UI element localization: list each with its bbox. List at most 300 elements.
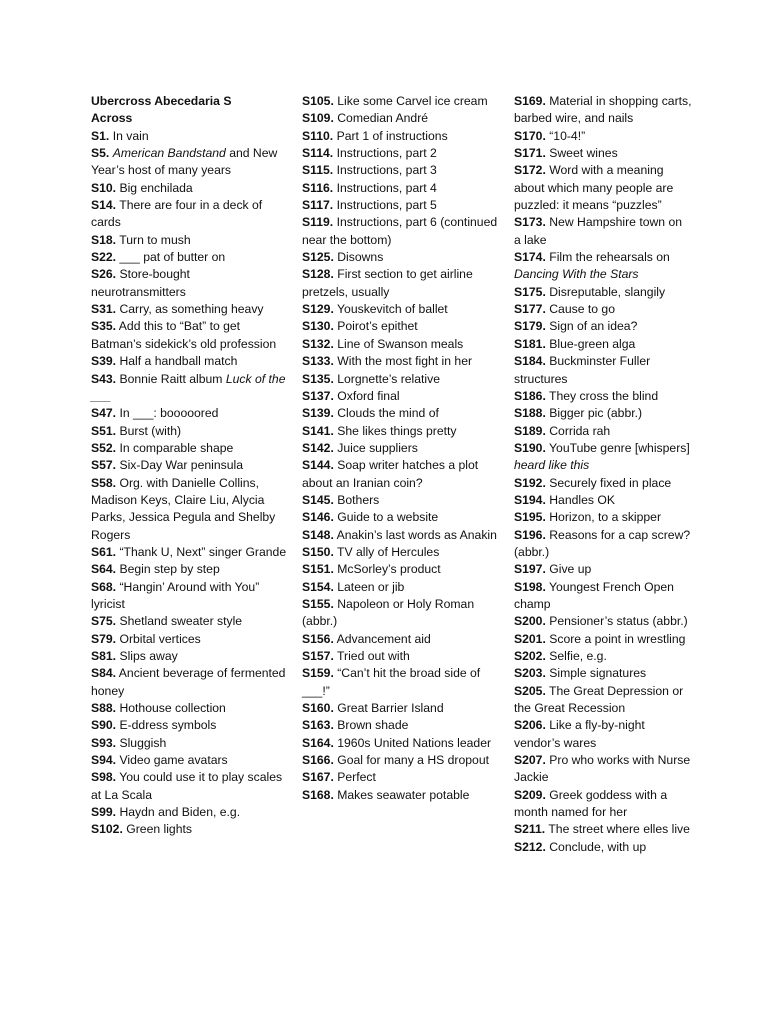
clue-number: S117. (302, 198, 334, 213)
clue-s145 (302, 492, 498, 509)
clue-number: S22. (91, 250, 117, 265)
clue-s171 (514, 145, 692, 162)
clue-s47 (91, 405, 287, 422)
clue-number: S81. (91, 649, 117, 663)
clue-number: S167. (302, 770, 334, 785)
clue-s125 (302, 249, 498, 266)
clue-number: S212. (514, 839, 546, 854)
clue-number: S211. (514, 822, 546, 837)
clue-text: Horizon, to a skipper (549, 510, 662, 525)
clue-text: The street where elles live (548, 822, 690, 837)
clue-s173 (514, 214, 692, 249)
clue-number: S157. (302, 649, 334, 663)
clue-s142 (302, 440, 498, 457)
clue-number: S133. (302, 354, 334, 369)
clue-s188 (514, 405, 692, 422)
clue-text: Advancement aid (336, 631, 431, 646)
clue-number: S188. (514, 406, 546, 421)
clue-number: S203. (514, 666, 546, 681)
clue-number: S164. (302, 735, 334, 750)
clue-number: S51. (91, 423, 117, 438)
clue-s68 (91, 579, 287, 614)
clue-text: McSorley’s product (337, 562, 441, 577)
clue-text: Pensioner’s status (abbr.) (549, 614, 688, 629)
clue-text: Securely fixed in place (549, 475, 672, 490)
clue-number: S64. (91, 562, 117, 577)
clue-s205 (514, 683, 692, 718)
clue-number: S174. (514, 250, 546, 265)
clue-number: S175. (514, 284, 546, 299)
clue-text: Reasons for a cap screw? (abbr.) (514, 527, 691, 559)
clue-s57 (91, 457, 287, 474)
clue-text: Burst (with) (119, 423, 182, 438)
clue-text: Instructions, part 5 (336, 198, 437, 213)
clue-number: S132. (302, 336, 334, 351)
clue-text: Anakin’s last words as Anakin (336, 527, 497, 542)
clue-number: S179. (514, 319, 546, 334)
clue-s10 (91, 180, 287, 197)
clue-number: S145. (302, 492, 334, 507)
clue-text: Cause to go (549, 302, 615, 317)
clue-s93 (91, 735, 287, 752)
clue-s212 (514, 839, 692, 856)
clue-number: S171. (514, 146, 546, 161)
clue-s128 (302, 266, 498, 301)
clue-s52 (91, 440, 287, 457)
clue-number: S177. (514, 302, 546, 317)
clue-s132 (302, 336, 498, 353)
clue-text: You could use it to play scales at La Scala (91, 770, 283, 802)
clue-number: S61. (91, 544, 117, 559)
clue-number: S1. (91, 128, 110, 143)
clue-s1 (91, 128, 287, 145)
clue-s79 (91, 631, 287, 648)
clue-number: S209. (514, 787, 546, 802)
clue-s168 (302, 787, 498, 804)
clue-number: S207. (514, 753, 546, 768)
clue-text: Makes seawater potable (337, 787, 470, 802)
clue-s181 (514, 336, 692, 353)
clue-s116 (302, 180, 498, 197)
clue-number: S148. (302, 527, 334, 542)
clue-s197 (514, 561, 692, 578)
clue-number: S196. (514, 527, 546, 542)
clue-text: Film the rehearsals on (549, 250, 670, 265)
clue-number: S163. (302, 718, 334, 733)
clue-number: S14. (91, 198, 117, 213)
clue-text: Bothers (337, 492, 380, 507)
clue-s22 (91, 249, 287, 266)
clue-text: Goal for many a HS dropout (337, 753, 489, 768)
clue-text: Green lights (126, 822, 192, 837)
clue-s209 (514, 787, 692, 822)
puzzle-title: Ubercross Abecedaria S (91, 94, 232, 108)
clue-s150 (302, 544, 498, 561)
clue-text: Begin step by step (119, 562, 220, 577)
clue-s189 (514, 423, 692, 440)
clue-number: S144. (302, 458, 334, 473)
clue-number: S168. (302, 787, 334, 802)
clue-s186 (514, 388, 692, 405)
clue-text: Big enchilada (119, 180, 193, 195)
clue-s194 (514, 492, 692, 509)
clue-number: S201. (514, 631, 546, 646)
clue-text: She likes things pretty (337, 423, 457, 438)
clue-text: Blue-green alga (549, 336, 636, 351)
clue-number: S110. (302, 128, 334, 143)
clue-s43 (91, 371, 287, 406)
clue-text: Sluggish (119, 735, 167, 750)
clue-s151 (302, 561, 498, 578)
clue-number: S135. (302, 371, 334, 386)
clue-s88 (91, 700, 287, 717)
clue-number: S146. (302, 510, 334, 525)
clue-text: Instructions, part 2 (336, 146, 437, 161)
clue-text: In comparable shape (119, 440, 234, 455)
clue-number: S137. (302, 388, 334, 403)
clue-text: Conclude, with up (549, 839, 647, 854)
clue-s84 (91, 665, 287, 700)
clue-number: S200. (514, 614, 546, 629)
clue-text: Like some Carvel ice cream (337, 94, 488, 108)
clue-s207 (514, 752, 692, 787)
clue-number: S172. (514, 163, 546, 178)
clue-text: Guide to a website (337, 510, 439, 525)
clue-number: S39. (91, 354, 117, 369)
clue-number: S119. (302, 215, 334, 230)
clue-s51 (91, 423, 287, 440)
clue-s117 (302, 197, 498, 214)
clue-text: Tried out with (337, 649, 410, 663)
clue-s64 (91, 561, 287, 578)
clue-text: Half a handball match (119, 354, 238, 369)
clue-text: ___ pat of butter on (119, 250, 226, 265)
clue-text: The Great Depression or the Great Recession (514, 683, 684, 716)
clue-s164 (302, 735, 498, 752)
clue-s179 (514, 318, 692, 335)
clue-number: S184. (514, 354, 546, 369)
clue-text: Video game avatars (119, 753, 228, 768)
clue-italic-text: Dancing With the Stars (514, 267, 639, 282)
clue-text: Orbital vertices (119, 631, 201, 646)
clue-number: S166. (302, 753, 334, 768)
clue-text: Oxford final (337, 388, 400, 403)
clue-text: Great Barrier Island (337, 701, 444, 716)
clue-s99 (91, 804, 287, 821)
clue-number: S160. (302, 701, 334, 716)
clue-s133 (302, 353, 498, 370)
clue-number: S98. (91, 770, 117, 785)
clue-s184 (514, 353, 692, 388)
clue-text: Comedian André (337, 111, 429, 126)
clue-s14 (91, 197, 287, 232)
clue-text: Hothouse collection (119, 701, 226, 716)
clue-text: Lorgnette’s relative (337, 371, 441, 386)
clue-number: S57. (91, 458, 117, 473)
clue-number: S115. (302, 163, 334, 178)
clue-number: S192. (514, 475, 546, 490)
clue-number: S125. (302, 250, 334, 265)
clue-number: S90. (91, 718, 117, 733)
clue-number: S130. (302, 319, 334, 334)
clue-text: Haydn and Biden, e.g. (119, 805, 241, 820)
clue-text: Soap writer hatches a plot about an Iranian coin? (302, 458, 479, 490)
clue-number: S189. (514, 423, 546, 438)
clue-column-2 (302, 93, 498, 804)
clue-number: S26. (91, 267, 117, 282)
clue-s202 (514, 648, 692, 665)
clue-s102 (91, 821, 287, 838)
clue-s190 (514, 440, 692, 475)
clue-text: TV ally of Hercules (337, 544, 440, 559)
clue-number: S52. (91, 440, 117, 455)
clue-number: S128. (302, 267, 334, 282)
clue-s130 (302, 318, 498, 335)
clue-text: Corrida rah (549, 423, 611, 438)
clue-text: First section to get airline pretzels, usually (302, 267, 473, 299)
clue-number: S102. (91, 822, 123, 837)
clue-text: E-ddress symbols (119, 718, 217, 733)
clue-s159 (302, 665, 498, 700)
clue-s155 (302, 596, 498, 631)
clue-number: S139. (302, 406, 334, 421)
clue-s174 (514, 249, 692, 284)
clue-column-1 (91, 93, 287, 839)
clue-s170 (514, 128, 692, 145)
clue-number: S58. (91, 475, 117, 490)
clue-s139 (302, 405, 498, 422)
clue-text: Napoleon or Holy Roman (abbr.) (302, 596, 475, 629)
clue-text: Pro who works with Nurse Jackie (514, 753, 691, 785)
clue-text: “10-4!” (549, 128, 586, 143)
clue-text: There are four in a deck of cards (91, 198, 263, 230)
clue-number: S114. (302, 146, 334, 161)
clue-text: Bonnie Raitt album (119, 371, 226, 386)
clue-s163 (302, 717, 498, 734)
clue-text: Greek goddess with a month named for her (514, 787, 668, 820)
clue-number: S154. (302, 579, 334, 594)
clue-text: Bigger pic (abbr.) (549, 406, 643, 421)
clue-s98 (91, 769, 287, 804)
clue-number: S68. (91, 579, 117, 594)
clue-text: Word with a meaning about which many people are puzzled: it means “puzzles” (514, 163, 674, 213)
clue-number: S170. (514, 128, 546, 143)
clue-italic-text: heard like this (514, 458, 590, 473)
clue-s169 (514, 93, 692, 128)
clue-text: and New Year’s host of many years (91, 146, 278, 178)
clue-number: S202. (514, 649, 546, 663)
clue-text: Youngest French Open champ (514, 579, 674, 611)
clue-s5 (91, 145, 287, 180)
clue-text: Simple signatures (549, 666, 647, 681)
clue-number: S116. (302, 180, 334, 195)
clue-text: Ancient beverage of fermented honey (91, 666, 286, 698)
clue-number: S18. (91, 232, 117, 247)
clue-s198 (514, 579, 692, 614)
clue-s160 (302, 700, 498, 717)
clue-s157 (302, 648, 498, 665)
clue-number: S109. (302, 111, 334, 126)
clue-number: S94. (91, 753, 117, 768)
clue-number: S155. (302, 596, 334, 611)
clue-s156 (302, 631, 498, 648)
clue-text: Clouds the mind of (337, 406, 439, 421)
clue-number: S198. (514, 579, 546, 594)
clue-number: S151. (302, 562, 334, 577)
clue-s167 (302, 769, 498, 786)
clue-number: S141. (302, 423, 334, 438)
clue-text: Buckminster Fuller structures (514, 354, 651, 386)
clue-text: Youskevitch of ballet (337, 302, 448, 317)
clue-s18 (91, 232, 287, 249)
clue-number: S35. (91, 319, 117, 334)
clue-s141 (302, 423, 498, 440)
clue-s35 (91, 318, 287, 353)
clue-s200 (514, 613, 692, 630)
clue-number: S99. (91, 805, 117, 820)
clue-s31 (91, 301, 287, 318)
clue-italic-text: Luck of the ___ (91, 371, 286, 403)
clue-s58 (91, 475, 287, 544)
clue-text: Line of Swanson meals (337, 336, 464, 351)
clue-number: S43. (91, 371, 117, 386)
clue-s206 (514, 717, 692, 752)
clue-text: Org. with Danielle Collins, Madison Keys, Claire Liu, Alycia Parks, Jessica Pegula and Shelby Rogers (91, 475, 276, 542)
section-heading-across: Across (91, 111, 133, 126)
clue-s144 (302, 457, 498, 492)
clue-s177 (514, 301, 692, 318)
clue-text: New Hampshire town on a lake (514, 215, 683, 247)
clue-s201 (514, 631, 692, 648)
clue-s137 (302, 388, 498, 405)
clue-number: S79. (91, 631, 117, 646)
clue-s148 (302, 527, 498, 544)
clue-number: S195. (514, 510, 546, 525)
clue-text: Store-bought neurotransmitters (91, 267, 190, 299)
clue-number: S181. (514, 336, 546, 351)
clue-number: S205. (514, 683, 546, 698)
clue-s154 (302, 579, 498, 596)
clue-text: “Hangin’ Around with You” lyricist (91, 579, 260, 611)
clue-text: 1960s United Nations leader (337, 735, 492, 750)
clue-s114 (302, 145, 498, 162)
clue-s61 (91, 544, 287, 561)
clue-s195 (514, 509, 692, 526)
clue-s105 (302, 93, 498, 110)
clue-number: S169. (514, 94, 546, 108)
clue-s26 (91, 266, 287, 301)
clue-number: S156. (302, 631, 334, 646)
clue-text: Lateen or jib (337, 579, 405, 594)
clue-number: S10. (91, 180, 117, 195)
clue-text: Add this to “Bat” to get Batman’s sidekick’s old profession (91, 319, 277, 351)
clue-text: Score a point in wrestling (549, 631, 686, 646)
clue-number: S150. (302, 544, 334, 559)
clue-text: In ___: booooored (119, 406, 219, 421)
clue-s146 (302, 509, 498, 526)
clue-s196 (514, 527, 692, 562)
clue-text: Instructions, part 6 (continued near the bottom) (302, 215, 498, 247)
clue-text: Disowns (337, 250, 384, 265)
clue-number: S5. (91, 146, 110, 161)
clue-text: YouTube genre [whispers] (549, 440, 690, 455)
clue-text: Carry, as something heavy (119, 302, 264, 317)
clue-number: S173. (514, 215, 546, 230)
clue-text: Slips away (119, 649, 178, 663)
clue-number: S190. (514, 440, 546, 455)
clue-number: S159. (302, 666, 334, 681)
clue-text: “Thank U, Next” singer Grande (119, 544, 287, 559)
clue-text: Instructions, part 4 (336, 180, 437, 195)
clue-s166 (302, 752, 498, 769)
clue-text: Juice suppliers (337, 440, 418, 455)
clue-number: S206. (514, 718, 546, 733)
clue-text: Part 1 of instructions (336, 128, 448, 143)
clue-text: “Can’t hit the broad side of ___!” (302, 666, 481, 698)
clue-text: They cross the blind (549, 388, 659, 403)
clue-s129 (302, 301, 498, 318)
clue-s110 (302, 128, 498, 145)
clue-s211 (514, 821, 692, 838)
clue-text: In vain (112, 128, 149, 143)
clue-s109 (302, 110, 498, 127)
clue-number: S142. (302, 440, 334, 455)
clue-text: Six-Day War peninsula (119, 458, 243, 473)
clue-number: S129. (302, 302, 334, 317)
clue-s172 (514, 162, 692, 214)
clue-number: S75. (91, 614, 117, 629)
clue-number: S186. (514, 388, 546, 403)
clue-text: Turn to mush (119, 232, 191, 247)
clue-text: With the most fight in her (337, 354, 473, 369)
clue-s81 (91, 648, 287, 665)
clue-text: Material in shopping carts, barbed wire, and nails (514, 94, 692, 126)
clue-text: Handles OK (549, 492, 615, 507)
clue-text: Like a fly-by-night vendor’s wares (514, 718, 645, 750)
clue-s175 (514, 284, 692, 301)
clue-number: S197. (514, 562, 546, 577)
clue-number: S84. (91, 666, 117, 681)
clue-italic-text: American Bandstand (112, 146, 226, 161)
clue-number: S105. (302, 94, 334, 108)
clue-number: S194. (514, 492, 546, 507)
clue-text: Shetland sweater style (119, 614, 243, 629)
clue-text: Perfect (337, 770, 376, 785)
clue-s203 (514, 665, 692, 682)
clue-s115 (302, 162, 498, 179)
clue-text: Sweet wines (549, 146, 618, 161)
clue-text: Give up (549, 562, 592, 577)
clue-s135 (302, 371, 498, 388)
clue-number: S93. (91, 735, 117, 750)
clue-s75 (91, 613, 287, 630)
clue-text: Selfie, e.g. (549, 649, 607, 663)
clue-text: Disreputable, slangily (549, 284, 666, 299)
clue-s39 (91, 353, 287, 370)
clue-s192 (514, 475, 692, 492)
clue-text: Brown shade (337, 718, 409, 733)
clue-text: Sign of an idea? (549, 319, 638, 334)
clue-text: Instructions, part 3 (336, 163, 437, 178)
clue-text: Poirot’s epithet (337, 319, 418, 334)
clue-column-3 (514, 93, 692, 856)
clue-number: S31. (91, 302, 117, 317)
clue-number: S47. (91, 406, 117, 421)
clue-s90 (91, 717, 287, 734)
clue-s94 (91, 752, 287, 769)
clue-s119 (302, 214, 498, 249)
clue-number: S88. (91, 701, 117, 716)
